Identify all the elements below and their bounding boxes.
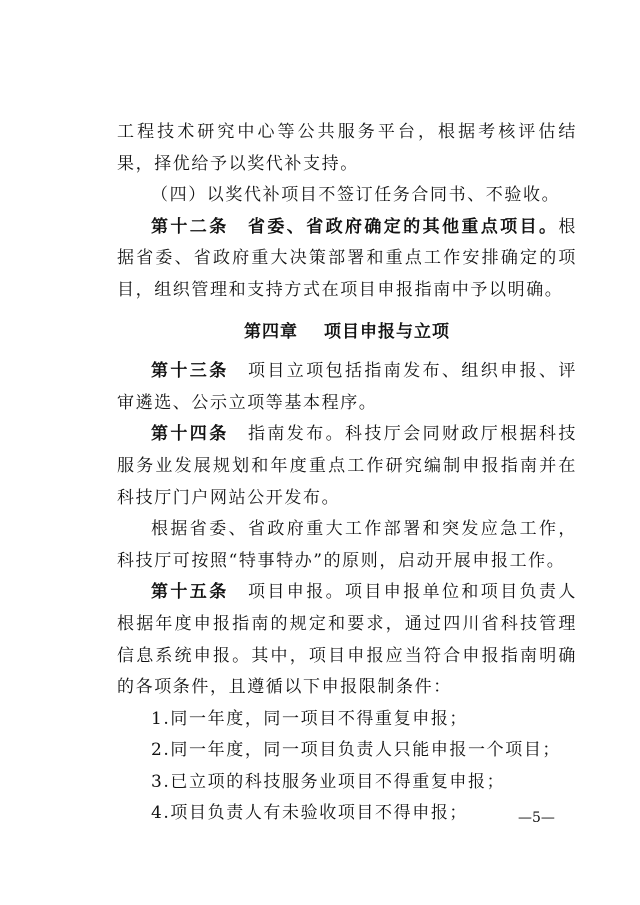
list-item: 2.同一年度，同一项目负责人只能申报一个项目； xyxy=(151,740,562,761)
paragraph-item-four: （四）以奖代补项目不签订任务合同书、不验收。 xyxy=(151,185,561,206)
article-thirteen-label: 第十三条 xyxy=(151,361,229,382)
body-text xyxy=(117,117,577,830)
article-twelve-label: 第十二条 省委、省政府确定的其他重点项目。 xyxy=(151,216,559,237)
article-thirteen xyxy=(117,356,577,419)
list-item: 4.项目负责人有未验收项目不得申报； xyxy=(151,803,469,824)
article-twelve xyxy=(117,212,577,307)
article-fourteen-label: 第十四条 xyxy=(151,424,229,445)
article-twelve-text: 根据省委、省政府重大决策部署和重点工作安排确定的项目，组织管理和支持方式在项目申报指南中予以明确。 xyxy=(117,216,577,300)
list-item: 3.已立项的科技服务业项目不得重复申报； xyxy=(151,771,506,792)
article-fourteen xyxy=(117,419,577,514)
paragraph-continuation: 工程技术研究中心等公共服务平台，根据考核评估结果，择优给予以奖代补支持。 xyxy=(117,122,577,174)
paragraph-special-cases: 根据省委、省政府重大工作部署和突发应急工作，科技厅可按照“特事特办”的原则，启动开展申报工作。 xyxy=(117,519,577,571)
article-fifteen-text: 项目申报。项目申报单位和项目负责人根据年度申报指南的规定和要求，通过四川省科技管理信息系统申报。其中，项目申报应当符合申报指南明确的各项条件，且遵循以下申报限制条件： xyxy=(117,582,577,698)
article-fifteen-label: 第十五条 xyxy=(151,582,229,603)
chapter-number: 第四章 xyxy=(244,321,298,342)
chapter-heading xyxy=(117,317,577,349)
page-number: —5— xyxy=(518,810,555,826)
list-item: 1.同一年度，同一项目不得重复申报； xyxy=(151,708,469,729)
article-fourteen-text: 指南发布。科技厅会同财政厅根据科技服务业发展规划和年度重点工作研究编制申报指南并在科技厅门户网站公开发布。 xyxy=(117,424,577,508)
article-thirteen-text: 项目立项包括指南发布、组织申报、评审遴选、公示立项等基本程序。 xyxy=(117,361,577,413)
chapter-title: 项目申报与立项 xyxy=(324,321,450,342)
article-fifteen xyxy=(117,577,577,703)
